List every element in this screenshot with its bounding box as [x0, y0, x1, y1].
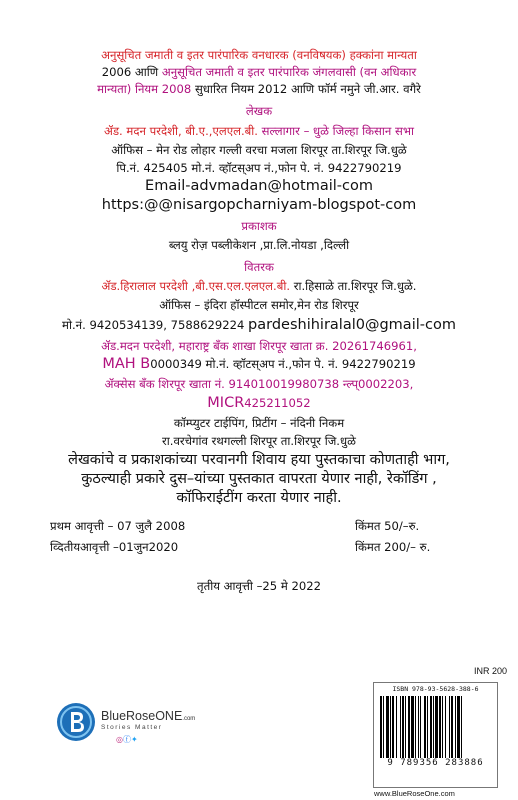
first-edition: प्रथम आवृत्ती – 07 जुलै 2008	[50, 519, 186, 533]
author-office: ऑफिस – मेन रोड लोहार गल्ली वरचा मजला शिरपूर ता.शिरपूर जि.धुळे	[111, 143, 407, 157]
publisher-name: ब्लयु रोज़ पब्लीकेशन ,प्रा.लि.नोयडा ,दिल्ली	[168, 238, 350, 252]
author-name: ॲड. मदन परदेशी, बी.ए.,एलएल.बी.	[103, 124, 258, 138]
micr-line	[0, 396, 518, 411]
distributor-office: ऑफिस – इंदिरा हॉस्पीटल समोर,मेन रोड शिरपूर	[159, 298, 359, 312]
facebook-icon: ⓕ	[122, 735, 131, 744]
typist-address: रा.वरचेगांव रथगल्ली शिरपूर ता.शिरपूर जि.धुळे	[162, 434, 356, 448]
title-amended-rules: सुधारित नियम 2012 आणि फॉर्म नमुने जी.आर. वगैरे	[194, 82, 421, 96]
second-edition-price: किंमत 200/– रु.	[355, 540, 431, 554]
distributor-heading: वितरक	[244, 260, 274, 274]
distributor-address: रा.हिसाळे ता.शिरपूर जि.धुळे.	[290, 279, 417, 293]
logo-suffix: .com	[182, 716, 196, 722]
bank-line-1: ॲड.मदन परदेशी, महाराष्ट्र बँक शाखा शिरपूर खाता क्र. 20261746961,	[101, 339, 417, 353]
second-edition: व्दितीयआवृत्ती –01जुन2020	[50, 540, 179, 554]
title-line-2	[0, 65, 518, 80]
distributor-email: pardeshihiralal0@gmail-com	[248, 317, 456, 333]
title-line-2-rules: अनुसूचित जमाती व इतर पारंपारिक जंगलवासी (वन अधिकार	[161, 65, 417, 79]
first-edition-price: किंमत 50/–रु.	[355, 519, 420, 533]
logo-tagline: Stories Matter	[101, 724, 163, 731]
micr-number: 425211052	[244, 396, 311, 410]
title-line-1: अनुसूचित जमाती व इतर पारंपारिक वनधारक (वनविषयक) हक्कांना मान्यता	[101, 48, 417, 62]
blue-rose-logo-icon	[56, 702, 96, 742]
twitter-icon: ✦	[130, 735, 138, 744]
copyright-line-3: कॉफिराईटींग करता येणार नाही.	[176, 490, 342, 506]
isbn-number: ISBN 978-93-5628-388-6	[392, 685, 479, 693]
author-role: सल्लागार – धुळे जिल्हा किसान सभा	[258, 124, 414, 138]
distributor-line	[0, 279, 518, 294]
micr-label: MICR	[207, 395, 245, 411]
bank-ifsc-code: 0000349	[150, 357, 202, 371]
publisher-logo	[56, 700, 206, 748]
author-contact: पि.नं. 425405 मो.नं. व्हॉटस्अप नं.,फोन पे. नं. 9422790219	[116, 161, 402, 175]
title-law-year: 2006 आणि	[101, 65, 162, 79]
author-email: Email-advmadan@hotmail-com	[145, 178, 373, 194]
bank-phone: मो.नं. व्हॉटस्अप नं.,फोन पे. नं. 9422790219	[201, 357, 416, 371]
distributor-mobile-line	[0, 318, 518, 333]
distributor-mobile: मो.नं. 9420534139, 7588629224	[62, 318, 249, 332]
bank-line-2	[0, 357, 518, 372]
author-heading: लेखक	[245, 104, 273, 118]
third-edition: तृतीय आवृत्ती –25 मे 2022	[197, 579, 321, 593]
publisher-heading: प्रकाशक	[241, 219, 277, 233]
distributor-name: ॲड.हिरालाल परदेशी ,बी.एस.एल.एलएल.बी.	[101, 279, 291, 293]
bank-line-3: ॲक्सेस बँक शिरपूर खाता नं. 914010019980738 न्ल्प्0002203,	[104, 377, 414, 391]
bank-ifsc-prefix: MAH B	[102, 356, 151, 372]
author-line	[0, 124, 518, 139]
author-website: https:@@nisargopcharniyam-blogspot-com	[101, 197, 417, 213]
instagram-icon: ◎	[116, 735, 123, 744]
isbn-barcode	[373, 682, 498, 788]
copyright-line-1: लेखकांचे व प्रकाशकांच्या परवानगी शिवाय हया पुस्तकाचा कोणताही भाग,	[68, 452, 450, 468]
price-tag: INR 200	[474, 666, 508, 676]
title-rules-2008: मान्यता) नियम 2008	[97, 82, 195, 96]
logo-name: BlueRoseONE.com	[101, 709, 196, 723]
barcode-icon	[380, 696, 491, 758]
publisher-website: www.BlueRoseOne.com	[374, 789, 455, 798]
barcode-digits: 9 789356 283886	[387, 758, 484, 768]
title-line-3	[0, 82, 518, 97]
copyright-line-2: कुठल्याही प्रकारे दुस–यांच्या पुस्तकात वापरता येणार नाही, रेकॉडिंग ,	[81, 471, 437, 487]
typing-credit: कॉम्प्युटर टाईपिंग, प्रिटींग – नंदिनी निकम	[173, 416, 345, 430]
social-icons	[116, 734, 138, 745]
